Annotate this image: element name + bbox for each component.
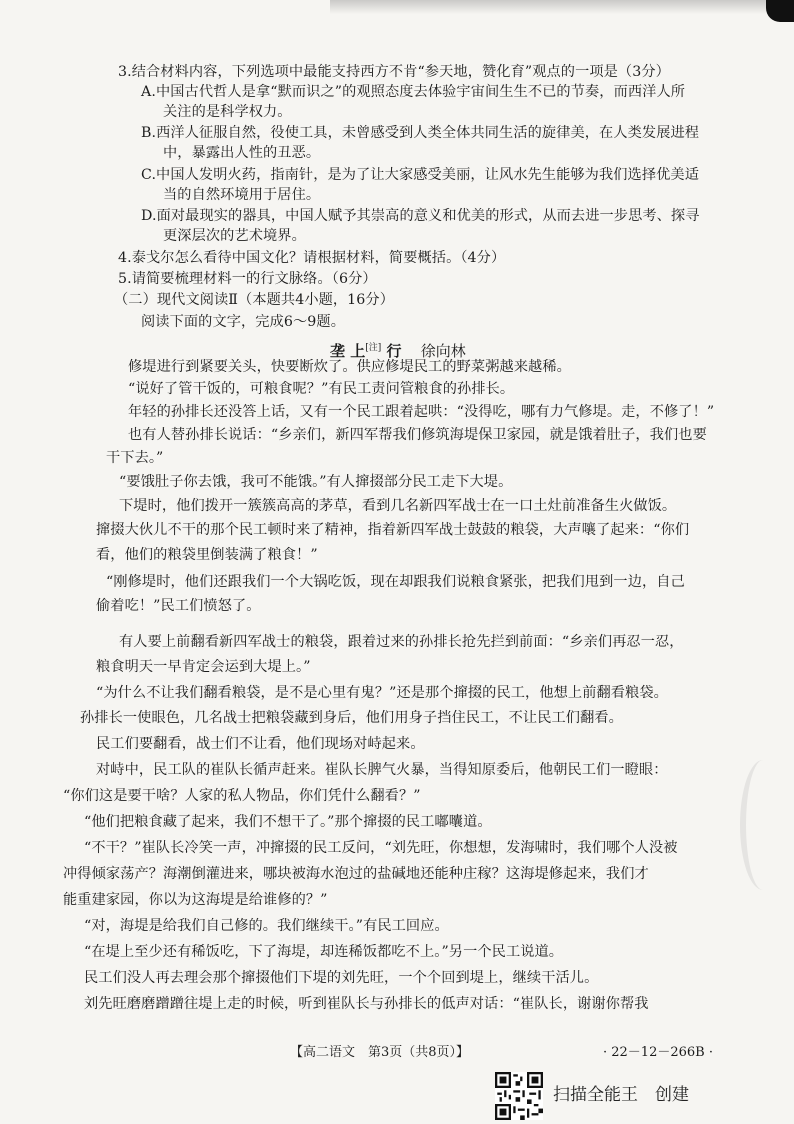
- story-line: 看，他们的粮袋里倒装满了粮食！”: [96, 547, 318, 563]
- story-line: 下堤时，他们拨开一簇簇高高的茅草，看到几名新四军战士在一口土灶前准备生火做饭。: [119, 498, 677, 514]
- story-line: 撺掇大伙儿不干的那个民工顿时来了精神，指着新四军战士鼓鼓的粮袋，大声嚷了起来：“你们: [96, 522, 690, 538]
- story-title-text: 垄 上: [330, 342, 366, 360]
- reading-instruction: 阅读下面的文字，完成6～9题。: [141, 314, 345, 330]
- story-line: 冲得倾家荡产？海潮倒灌进来，哪块被海水泡过的盐碱地还能种庄稼？这海堤修起来，我们才: [63, 866, 649, 882]
- scan-shadow: [330, 0, 794, 14]
- option-d-line1: D.面对最现实的器具，中国人赋予其崇高的意义和优美的形式，从而去进一步思考、探寻: [141, 208, 700, 224]
- section-heading: （二）现代文阅读Ⅱ（本题共4小题，16分）: [114, 292, 395, 308]
- story-line: “在堤上至少还有稀饭吃，下了海堤，却连稀饭都吃不上。”另一个民工说道。: [84, 944, 564, 960]
- option-c-line1: C.中国人发明火药，指南针，是为了让大家感受美丽，让风水先生能够为我们选择优美适: [141, 167, 699, 183]
- story-line: “刚修堤时，他们还跟我们一个大锅吃饭，现在却跟我们说粮食紧张，把我们甩到一边，自己: [106, 574, 685, 590]
- question-4: 4.泰戈尔怎么看待中国文化？请根据材料，简要概括。（4分）: [118, 250, 506, 266]
- story-line: 对峙中，民工队的崔队长循声赶来。崔队长脾气火暴，当得知原委后，他朝民工们一瞪眼：: [96, 762, 668, 778]
- story-line: 粮食明天一早肯定会运到大堤上。”: [96, 659, 311, 675]
- option-b-line1: B.西洋人征服自然，役使工具，未曾感受到人类全体共同生活的旋律美，在人类发展进程: [141, 125, 700, 141]
- story-line: 民工们没人再去理会那个撺掇他们下堤的刘先旺，一个个回到堤上，继续干活儿。: [84, 970, 599, 986]
- story-line: 偷着吃！”民工们愤怒了。: [96, 598, 261, 614]
- story-line: 干下去。”: [106, 450, 164, 466]
- story-title-end: 行: [386, 342, 402, 360]
- option-b-line2: 中，暴露出人性的丑恶。: [163, 145, 321, 161]
- question-3: 3.结合材料内容，下列选项中最能支持西方不肯“参天地，赞化育”观点的一项是（3分）: [118, 64, 670, 80]
- story-title-note: [注]: [365, 343, 382, 353]
- story-line: 孙排长一使眼色，几名战士把粮袋藏到身后，他们用身子挡住民工，不让民工们翻看。: [80, 710, 623, 726]
- story-line: “不干？”崔队长冷笑一声，冲撺掇的民工反问，“刘先旺，你想想，发海啸时，我们哪个人没被: [84, 840, 678, 856]
- option-c-line2: 当的自然环境用于居住。: [163, 187, 321, 203]
- footer-page-info: 【高二语文 第3页（共8页）】: [290, 1045, 470, 1060]
- question-5: 5.请简要梳理材料一的行文脉络。（6分）: [118, 271, 377, 287]
- story-line: “你们这是要干啥？人家的私人物品，你们凭什么翻看？”: [63, 788, 421, 804]
- story-line: “他们把粮食藏了起来，我们不想干了。”那个撺掇的民工嘟囔道。: [84, 814, 492, 830]
- story-line: 修堤进行到紧要关头，快要断炊了。供应修堤民工的野菜粥越来越稀。: [128, 359, 571, 375]
- option-a-line2: 关注的是科学权力。: [163, 104, 292, 120]
- story-line: “要饿肚子你去饿，我可不能饿。”有人撺掇部分民工走下大堤。: [119, 474, 513, 490]
- scan-corner-mark: [766, 0, 794, 22]
- footer-code: · 22－12－266B ·: [603, 1045, 713, 1060]
- story-line: 有人要上前翻看新四军战士的粮袋，跟着过来的孙排长抢先拦到前面：“乡亲们再忍一忍，: [119, 634, 684, 650]
- story-line: 能重建家园，你以为这海堤是给谁修的？”: [63, 892, 328, 908]
- qr-code-icon: [495, 1072, 543, 1120]
- story-line: “为什么不让我们翻看粮袋，是不是心里有鬼？”还是那个撺掇的民工，他想上前翻看粮袋。: [96, 685, 668, 701]
- story-line: 刘先旺磨磨蹭蹭往堤上走的时候，听到崔队长与孙排长的低声对话：“崔队长，谢谢你帮我: [84, 996, 649, 1012]
- story-line: 年轻的孙排长还没答上话，又有一个民工跟着起哄：“没得吃，哪有力气修堤。走，不修了！”: [128, 404, 715, 420]
- option-d-line2: 更深层次的艺术境界。: [163, 228, 306, 244]
- story-line: 民工们要翻看，战士们不让看，他们现场对峙起来。: [96, 736, 425, 752]
- story-line: “说好了管干饭的，可粮食呢？”有民工责问管粮食的孙排长。: [128, 381, 515, 397]
- scanner-watermark: 扫描全能王 创建: [553, 1085, 689, 1105]
- page-bleed-through: [740, 760, 786, 890]
- story-author: 徐向林: [420, 342, 466, 360]
- option-a-line1: A.中国古代哲人是拿“默而识之”的观照态度去体验宇宙间生生不已的节奏，而西洋人所: [141, 84, 686, 100]
- story-line: 也有人替孙排长说话：“乡亲们，新四军帮我们修筑海堤保卫家园，就是饿着肚子，我们也要: [128, 427, 707, 443]
- story-line: “对，海堤是给我们自己修的。我们继续干。”有民工回应。: [84, 918, 449, 934]
